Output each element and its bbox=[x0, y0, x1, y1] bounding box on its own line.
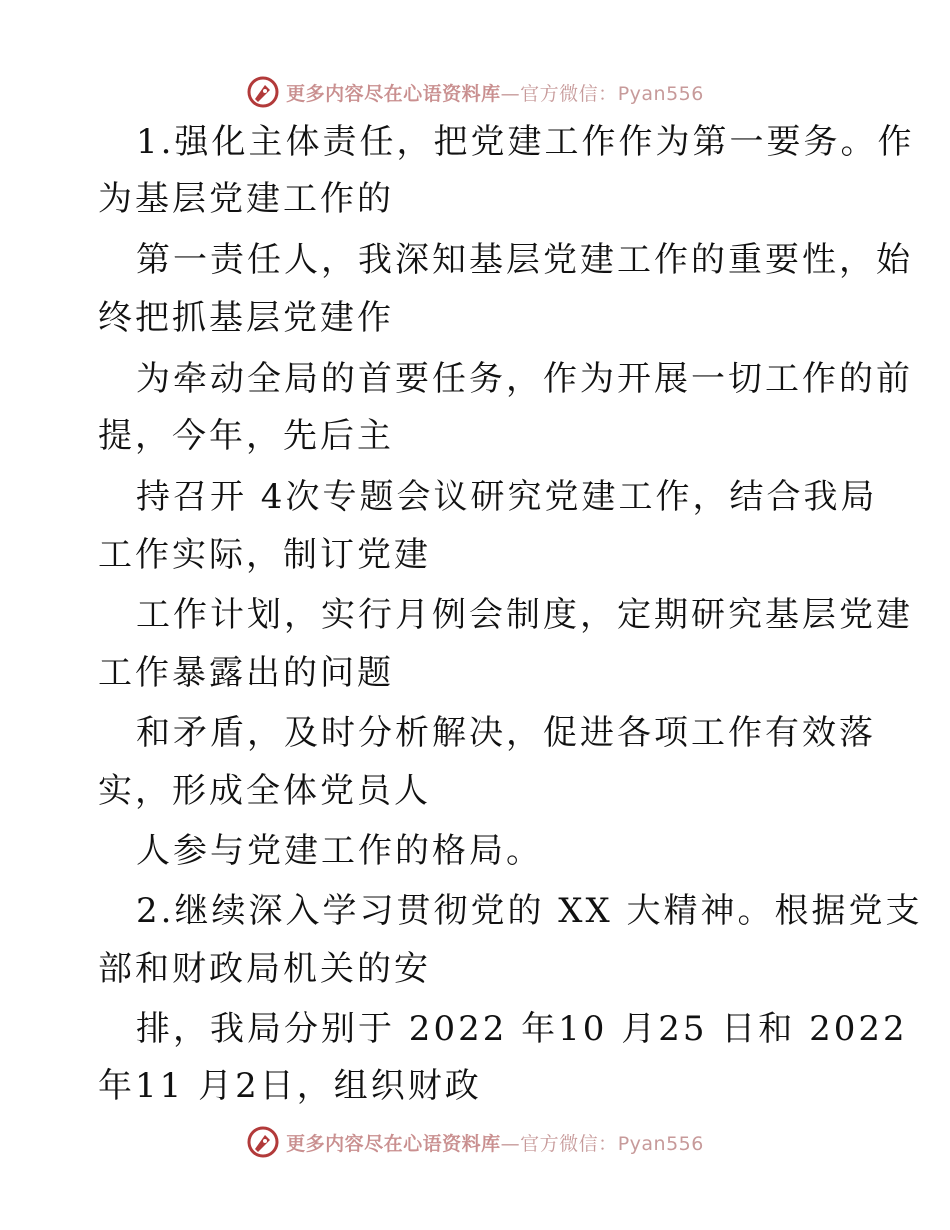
header-watermark bbox=[0, 72, 950, 112]
watermark-text bbox=[286, 1129, 704, 1156]
watermark-official: 官方微信： bbox=[520, 1132, 618, 1155]
watermark-account: Pyan556 bbox=[617, 82, 704, 105]
text-line: 持召开 4次专题会议研究党建工作，结合我局 bbox=[136, 477, 878, 517]
text-line: 1.强化主体责任，把党建工作作为第一要务。作 bbox=[136, 122, 915, 162]
text-line: 实，形成全体党员人 bbox=[98, 771, 431, 811]
watermark-dash: — bbox=[500, 1132, 521, 1155]
text-line: 终把抓基层党建作 bbox=[98, 298, 394, 338]
text-line: 提，今年，先后主 bbox=[98, 416, 394, 456]
watermark-account: Pyan556 bbox=[617, 1132, 704, 1155]
text-line: 2.继续深入学习贯彻党的 XX 大精神。根据党支 bbox=[136, 891, 923, 931]
watermark-lead: 更多内容尽在心语资料库 bbox=[286, 82, 501, 105]
text-line: 排，我局分别于 2022 年10 月25 日和 2022 bbox=[136, 1009, 908, 1049]
pen-nib-logo-icon bbox=[246, 1125, 280, 1159]
text-line: 人参与党建工作的格局。 bbox=[136, 831, 543, 871]
watermark-dash: — bbox=[500, 82, 521, 105]
pen-nib-logo-icon bbox=[246, 75, 280, 109]
text-line: 和矛盾，及时分析解决，促进各项工作有效落 bbox=[136, 713, 876, 753]
text-line: 工作实际，制订党建 bbox=[98, 535, 431, 575]
watermark-official: 官方微信： bbox=[520, 82, 618, 105]
text-line: 年11 月2日，组织财政 bbox=[98, 1066, 482, 1106]
text-line: 部和财政局机关的安 bbox=[98, 949, 431, 989]
text-line: 为牵动全局的首要任务，作为开展一切工作的前 bbox=[136, 359, 913, 399]
text-line: 工作暴露出的问题 bbox=[98, 653, 394, 693]
footer-watermark bbox=[0, 1122, 950, 1162]
watermark-lead: 更多内容尽在心语资料库 bbox=[286, 1132, 501, 1155]
watermark-text bbox=[286, 79, 704, 106]
text-line: 第一责任人，我深知基层党建工作的重要性，始 bbox=[136, 240, 913, 280]
text-line: 为基层党建工作的 bbox=[98, 179, 394, 219]
text-line: 工作计划，实行月例会制度，定期研究基层党建 bbox=[136, 595, 913, 635]
